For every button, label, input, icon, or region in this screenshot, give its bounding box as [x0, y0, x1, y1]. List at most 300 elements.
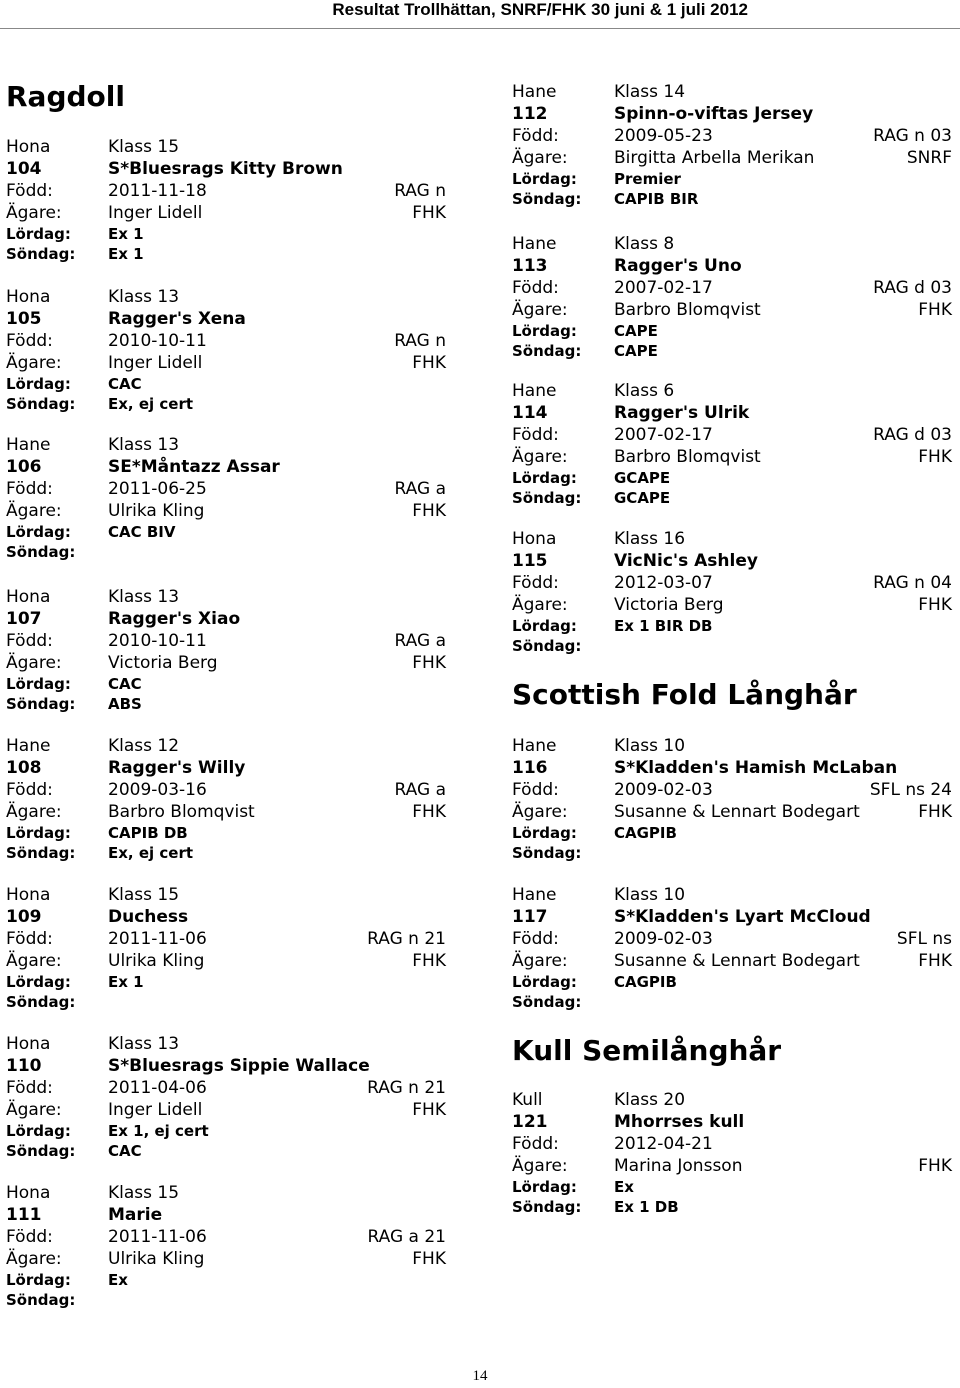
cat-entry-106 [6, 434, 446, 562]
entry-color-code: RAG n [394, 181, 446, 201]
entry-class: Klass 13 [108, 287, 180, 307]
entry-owner: Barbro Blomqvist [108, 802, 255, 822]
born-label: Född: [6, 929, 53, 949]
entry-club: FHK [412, 802, 446, 822]
entry-owner-row [6, 652, 446, 674]
sunday-label: Söndag: [512, 1198, 582, 1216]
entry-saturday-result: Ex [614, 1178, 634, 1196]
sunday-label: Söndag: [6, 395, 76, 413]
entry-sex: Kull [512, 1090, 543, 1110]
entry-saturday-result: Premier [614, 170, 681, 188]
entry-born-date: 2007-02-17 [614, 278, 713, 298]
entry-class-row [512, 380, 952, 402]
entry-sunday-row [6, 843, 446, 863]
entry-owner-row [6, 1248, 446, 1270]
entry-saturday-row [6, 972, 446, 992]
entry-number: 116 [512, 758, 548, 778]
entry-sunday-row [512, 488, 952, 508]
entry-sex: Hane [6, 435, 51, 455]
entry-class: Klass 13 [108, 587, 180, 607]
entry-cat-name: Spinn-o-viftas Jersey [614, 104, 814, 124]
entry-born-date: 2009-05-23 [614, 126, 713, 146]
entry-sunday-row [512, 341, 952, 361]
header-divider [0, 28, 960, 29]
entry-owner: Ulrika Kling [108, 1249, 205, 1269]
entry-class-row [6, 735, 446, 757]
born-label: Född: [6, 331, 53, 351]
entry-class: Klass 10 [614, 885, 686, 905]
owner-label: Ägare: [512, 951, 568, 971]
born-label: Född: [6, 479, 53, 499]
entry-owner: Susanne & Lennart Bodegart [614, 951, 860, 971]
entry-owner-row [6, 352, 446, 374]
saturday-label: Lördag: [6, 1271, 71, 1289]
entry-saturday-row [512, 169, 952, 189]
entry-club: FHK [918, 595, 952, 615]
entry-sex: Hona [6, 1183, 51, 1203]
page-number: 14 [472, 1368, 488, 1384]
entry-color-code: RAG n 21 [367, 929, 446, 949]
entry-color-code: RAG a [394, 780, 446, 800]
entry-color-code: RAG d 03 [873, 278, 952, 298]
entry-saturday-row [512, 616, 952, 636]
born-label: Född: [512, 278, 559, 298]
cat-entry-117 [512, 884, 952, 1012]
entry-number: 110 [6, 1056, 42, 1076]
owner-label: Ägare: [6, 1100, 62, 1120]
sunday-label: Söndag: [512, 637, 582, 655]
entry-born-date: 2009-02-03 [614, 929, 713, 949]
entry-cat-name: VicNic's Ashley [614, 551, 758, 571]
entry-cat-name: Ragger's Willy [108, 758, 246, 778]
entry-owner-row [6, 1099, 446, 1121]
entry-sunday-row [512, 992, 952, 1012]
entry-born-row [6, 180, 446, 202]
entry-club: FHK [918, 300, 952, 320]
entry-born-row [6, 1077, 446, 1099]
entry-born-row [512, 125, 952, 147]
entry-class: Klass 15 [108, 1183, 180, 1203]
entry-sunday-row [6, 694, 446, 714]
entry-color-code: RAG a [394, 631, 446, 651]
entry-sunday-row [6, 1141, 446, 1161]
entry-saturday-result: CAPE [614, 322, 658, 340]
entry-name-row [6, 906, 446, 928]
saturday-label: Lördag: [512, 322, 577, 340]
entry-color-code: RAG a 21 [367, 1227, 446, 1247]
entry-cat-name: Ragger's Xena [108, 309, 246, 329]
section-title-ragdoll: Ragdoll [6, 80, 125, 113]
entry-sunday-result: Ex 1 [108, 245, 144, 263]
entry-saturday-row [6, 1270, 446, 1290]
sunday-label: Söndag: [6, 1142, 76, 1160]
entry-born-row [512, 424, 952, 446]
entry-sex: Hona [6, 587, 51, 607]
entry-born-date: 2011-06-25 [108, 479, 207, 499]
entry-sunday-row [512, 1197, 952, 1217]
born-label: Född: [512, 1134, 559, 1154]
entry-name-row [6, 757, 446, 779]
entry-sunday-result: Ex, ej cert [108, 844, 194, 862]
entry-sunday-row [6, 244, 446, 264]
entry-saturday-row [6, 374, 446, 394]
entry-class-row [6, 286, 446, 308]
owner-label: Ägare: [512, 300, 568, 320]
entry-cat-name: S*Kladden's Hamish McLaban [614, 758, 898, 778]
entry-born-row [512, 1133, 952, 1155]
owner-label: Ägare: [6, 1249, 62, 1269]
sunday-label: Söndag: [6, 844, 76, 862]
entry-name-row [6, 456, 446, 478]
entry-class-row [512, 528, 952, 550]
entry-number: 109 [6, 907, 42, 927]
entry-class-row [6, 136, 446, 158]
entry-owner-row [6, 202, 446, 224]
owner-label: Ägare: [6, 203, 62, 223]
cat-entry-112 [512, 81, 952, 209]
entry-owner: Inger Lidell [108, 1100, 203, 1120]
entry-saturday-row [512, 823, 952, 843]
entry-number: 111 [6, 1205, 42, 1225]
entry-class: Klass 15 [108, 885, 180, 905]
section-title-kull: Kull Semilånghår [512, 1034, 782, 1067]
sunday-label: Söndag: [512, 190, 582, 208]
saturday-label: Lördag: [512, 973, 577, 991]
cat-entry-109 [6, 884, 446, 1012]
cat-entry-115 [512, 528, 952, 656]
entry-number: 108 [6, 758, 42, 778]
entry-class: Klass 12 [108, 736, 180, 756]
entry-sex: Hona [512, 529, 557, 549]
entry-class-row [512, 81, 952, 103]
born-label: Född: [6, 1227, 53, 1247]
entry-owner: Inger Lidell [108, 203, 203, 223]
saturday-label: Lördag: [512, 170, 577, 188]
entry-color-code: SFL ns 24 [869, 780, 952, 800]
entry-name-row [512, 103, 952, 125]
entry-club: FHK [918, 951, 952, 971]
entry-name-row [512, 402, 952, 424]
entry-born-row [6, 330, 446, 352]
saturday-label: Lördag: [6, 675, 71, 693]
entry-cat-name: SE*Måntazz Assar [108, 457, 280, 477]
entry-sex: Hane [512, 234, 557, 254]
entry-cat-name: S*Kladden's Lyart McCloud [614, 907, 871, 927]
entry-sex: Hane [512, 885, 557, 905]
entry-color-code: RAG a [394, 479, 446, 499]
entry-name-row [512, 1111, 952, 1133]
entry-born-row [6, 928, 446, 950]
entry-saturday-result: CAC [108, 375, 142, 393]
entry-born-date: 2009-02-03 [614, 780, 713, 800]
entry-cat-name: S*Bluesrags Kitty Brown [108, 159, 343, 179]
entry-name-row [512, 757, 952, 779]
entry-owner: Barbro Blomqvist [614, 447, 761, 467]
entry-saturday-result: Ex 1 [108, 225, 144, 243]
entry-saturday-result: CAPIB DB [108, 824, 188, 842]
entry-club: FHK [412, 653, 446, 673]
entry-class: Klass 6 [614, 381, 675, 401]
sunday-label: Söndag: [512, 489, 582, 507]
entry-number: 113 [512, 256, 548, 276]
sunday-label: Söndag: [6, 1291, 76, 1309]
sunday-label: Söndag: [512, 342, 582, 360]
entry-sex: Hane [512, 381, 557, 401]
entry-saturday-row [512, 468, 952, 488]
entry-name-row [6, 1055, 446, 1077]
entry-saturday-row [512, 972, 952, 992]
entry-sunday-row [6, 394, 446, 414]
saturday-label: Lördag: [6, 973, 71, 991]
saturday-label: Lördag: [6, 225, 71, 243]
entry-color-code: SFL ns [896, 929, 952, 949]
entry-born-date: 2011-11-18 [108, 181, 207, 201]
entry-owner-row [512, 594, 952, 616]
entry-class-row [6, 434, 446, 456]
entry-born-row [512, 928, 952, 950]
sunday-label: Söndag: [6, 543, 76, 561]
entry-number: 115 [512, 551, 548, 571]
entry-owner: Barbro Blomqvist [614, 300, 761, 320]
born-label: Född: [6, 181, 53, 201]
entry-saturday-row [6, 674, 446, 694]
entry-class: Klass 20 [614, 1090, 686, 1110]
entry-name-row [6, 158, 446, 180]
saturday-label: Lördag: [6, 523, 71, 541]
entry-sex: Hane [6, 736, 51, 756]
owner-label: Ägare: [6, 951, 62, 971]
entry-class-row [6, 586, 446, 608]
entry-owner: Victoria Berg [614, 595, 724, 615]
entry-name-row [512, 906, 952, 928]
entry-number: 104 [6, 159, 42, 179]
entry-club: FHK [918, 447, 952, 467]
saturday-label: Lördag: [512, 1178, 577, 1196]
entry-color-code: RAG n 21 [367, 1078, 446, 1098]
owner-label: Ägare: [6, 653, 62, 673]
cat-entry-104 [6, 136, 446, 264]
entry-born-row [512, 277, 952, 299]
entry-class-row [512, 1089, 952, 1111]
entry-owner-row [512, 950, 952, 972]
entry-club: FHK [412, 1249, 446, 1269]
entry-sex: Hona [6, 137, 51, 157]
entry-born-row [6, 779, 446, 801]
entry-number: 121 [512, 1112, 548, 1132]
sunday-label: Söndag: [6, 993, 76, 1011]
saturday-label: Lördag: [6, 1122, 71, 1140]
entry-owner-row [512, 801, 952, 823]
owner-label: Ägare: [512, 447, 568, 467]
entry-owner: Victoria Berg [108, 653, 218, 673]
saturday-label: Lördag: [6, 375, 71, 393]
entry-sex: Hona [6, 885, 51, 905]
entry-saturday-result: CAC BIV [108, 523, 176, 541]
owner-label: Ägare: [512, 1156, 568, 1176]
saturday-label: Lördag: [512, 617, 577, 635]
entry-class: Klass 13 [108, 1034, 180, 1054]
entry-color-code: RAG n [394, 331, 446, 351]
cat-entry-108 [6, 735, 446, 863]
entry-saturday-row [512, 1177, 952, 1197]
entry-born-date: 2011-11-06 [108, 1227, 207, 1247]
sunday-label: Söndag: [6, 695, 76, 713]
cat-entry-121 [512, 1089, 952, 1217]
page-header [0, 0, 960, 36]
entry-sex: Hona [6, 1034, 51, 1054]
saturday-label: Lördag: [6, 824, 71, 842]
owner-label: Ägare: [512, 148, 568, 168]
entry-class: Klass 16 [614, 529, 686, 549]
cat-entry-107 [6, 586, 446, 714]
saturday-label: Lördag: [512, 824, 577, 842]
entry-saturday-result: Ex 1, ej cert [108, 1122, 209, 1140]
entry-saturday-row [6, 522, 446, 542]
cat-entry-116 [512, 735, 952, 863]
entry-born-date: 2010-10-11 [108, 631, 207, 651]
born-label: Född: [6, 631, 53, 651]
entry-cat-name: Ragger's Ulrik [614, 403, 750, 423]
sunday-label: Söndag: [512, 993, 582, 1011]
entry-born-row [512, 572, 952, 594]
entry-owner: Ulrika Kling [108, 501, 205, 521]
entry-cat-name: Ragger's Xiao [108, 609, 241, 629]
entry-number: 114 [512, 403, 548, 423]
entry-club: FHK [412, 353, 446, 373]
entry-sunday-row [512, 843, 952, 863]
entry-class-row [6, 884, 446, 906]
entry-sunday-result: ABS [108, 695, 142, 713]
cat-entry-110 [6, 1033, 446, 1161]
entry-saturday-row [6, 224, 446, 244]
entry-owner: Marina Jonsson [614, 1156, 743, 1176]
cat-entry-105 [6, 286, 446, 414]
entry-owner: Ulrika Kling [108, 951, 205, 971]
entry-number: 112 [512, 104, 548, 124]
entry-number: 105 [6, 309, 42, 329]
entry-sex: Hane [512, 82, 557, 102]
entry-class-row [512, 884, 952, 906]
entry-born-date: 2011-04-06 [108, 1078, 207, 1098]
entry-born-row [6, 630, 446, 652]
entry-class-row [512, 735, 952, 757]
entry-cat-name: S*Bluesrags Sippie Wallace [108, 1056, 370, 1076]
entry-owner-row [6, 801, 446, 823]
cat-entry-113 [512, 233, 952, 361]
owner-label: Ägare: [512, 802, 568, 822]
entry-saturday-result: CAGPIB [614, 824, 677, 842]
entry-class-row [512, 233, 952, 255]
section-title-scottish-fold: Scottish Fold Långhår [512, 678, 857, 711]
born-label: Född: [512, 573, 559, 593]
entry-born-row [6, 1226, 446, 1248]
entry-cat-name: Marie [108, 1205, 163, 1225]
entry-owner: Inger Lidell [108, 353, 203, 373]
born-label: Född: [512, 780, 559, 800]
entry-sunday-result: CAC [108, 1142, 142, 1160]
entry-sunday-result: Ex, ej cert [108, 395, 194, 413]
entry-born-date: 2011-11-06 [108, 929, 207, 949]
entry-class: Klass 8 [614, 234, 675, 254]
entry-owner: Susanne & Lennart Bodegart [614, 802, 860, 822]
owner-label: Ägare: [6, 501, 62, 521]
entry-club: FHK [412, 501, 446, 521]
entry-born-date: 2009-03-16 [108, 780, 207, 800]
entry-saturday-result: GCAPE [614, 469, 671, 487]
entry-class: Klass 14 [614, 82, 686, 102]
cat-entry-114 [512, 380, 952, 508]
entry-color-code: RAG n 04 [873, 573, 952, 593]
entry-name-row [6, 1204, 446, 1226]
entry-class-row [6, 1033, 446, 1055]
born-label: Född: [6, 780, 53, 800]
entry-number: 106 [6, 457, 42, 477]
entry-club: FHK [412, 203, 446, 223]
owner-label: Ägare: [6, 802, 62, 822]
entry-class-row [6, 1182, 446, 1204]
entry-sunday-row [6, 992, 446, 1012]
born-label: Född: [512, 425, 559, 445]
entry-owner-row [512, 1155, 952, 1177]
owner-label: Ägare: [6, 353, 62, 373]
entry-name-row [6, 608, 446, 630]
entry-born-date: 2010-10-11 [108, 331, 207, 351]
entry-born-date: 2012-03-07 [614, 573, 713, 593]
entry-owner-row [6, 500, 446, 522]
entry-born-row [512, 779, 952, 801]
born-label: Född: [512, 929, 559, 949]
entry-sunday-result: GCAPE [614, 489, 671, 507]
document-title: Resultat Trollhättan, SNRF/FHK 30 juni & 1 juli 2012 [332, 0, 748, 19]
entry-sunday-row [6, 542, 446, 562]
entry-club: FHK [412, 1100, 446, 1120]
entry-owner-row [512, 299, 952, 321]
entry-born-row [6, 478, 446, 500]
entry-club: FHK [918, 1156, 952, 1176]
entry-sunday-row [6, 1290, 446, 1310]
entry-saturday-row [6, 823, 446, 843]
entry-cat-name: Mhorrses kull [614, 1112, 745, 1132]
entry-cat-name: Ragger's Uno [614, 256, 742, 276]
entry-owner-row [6, 950, 446, 972]
entry-name-row [512, 255, 952, 277]
entry-owner: Birgitta Arbella Merikan [614, 148, 815, 168]
entry-born-date: 2012-04-21 [614, 1134, 713, 1154]
entry-sunday-row [512, 636, 952, 656]
born-label: Född: [512, 126, 559, 146]
entry-sex: Hane [512, 736, 557, 756]
entry-owner-row [512, 147, 952, 169]
entry-name-row [6, 308, 446, 330]
entry-name-row [512, 550, 952, 572]
entry-sunday-result: CAPIB BIR [614, 190, 699, 208]
entry-cat-name: Duchess [108, 907, 189, 927]
entry-saturday-row [512, 321, 952, 341]
saturday-label: Lördag: [512, 469, 577, 487]
entry-saturday-result: Ex [108, 1271, 128, 1289]
owner-label: Ägare: [512, 595, 568, 615]
sunday-label: Söndag: [512, 844, 582, 862]
entry-saturday-result: CAC [108, 675, 142, 693]
entry-sunday-result: Ex 1 DB [614, 1198, 679, 1216]
entry-born-date: 2007-02-17 [614, 425, 713, 445]
entry-club: FHK [918, 802, 952, 822]
entry-saturday-result: CAGPIB [614, 973, 677, 991]
entry-sunday-row [512, 189, 952, 209]
entry-owner-row [512, 446, 952, 468]
entry-number: 107 [6, 609, 42, 629]
entry-color-code: RAG n 03 [873, 126, 952, 146]
